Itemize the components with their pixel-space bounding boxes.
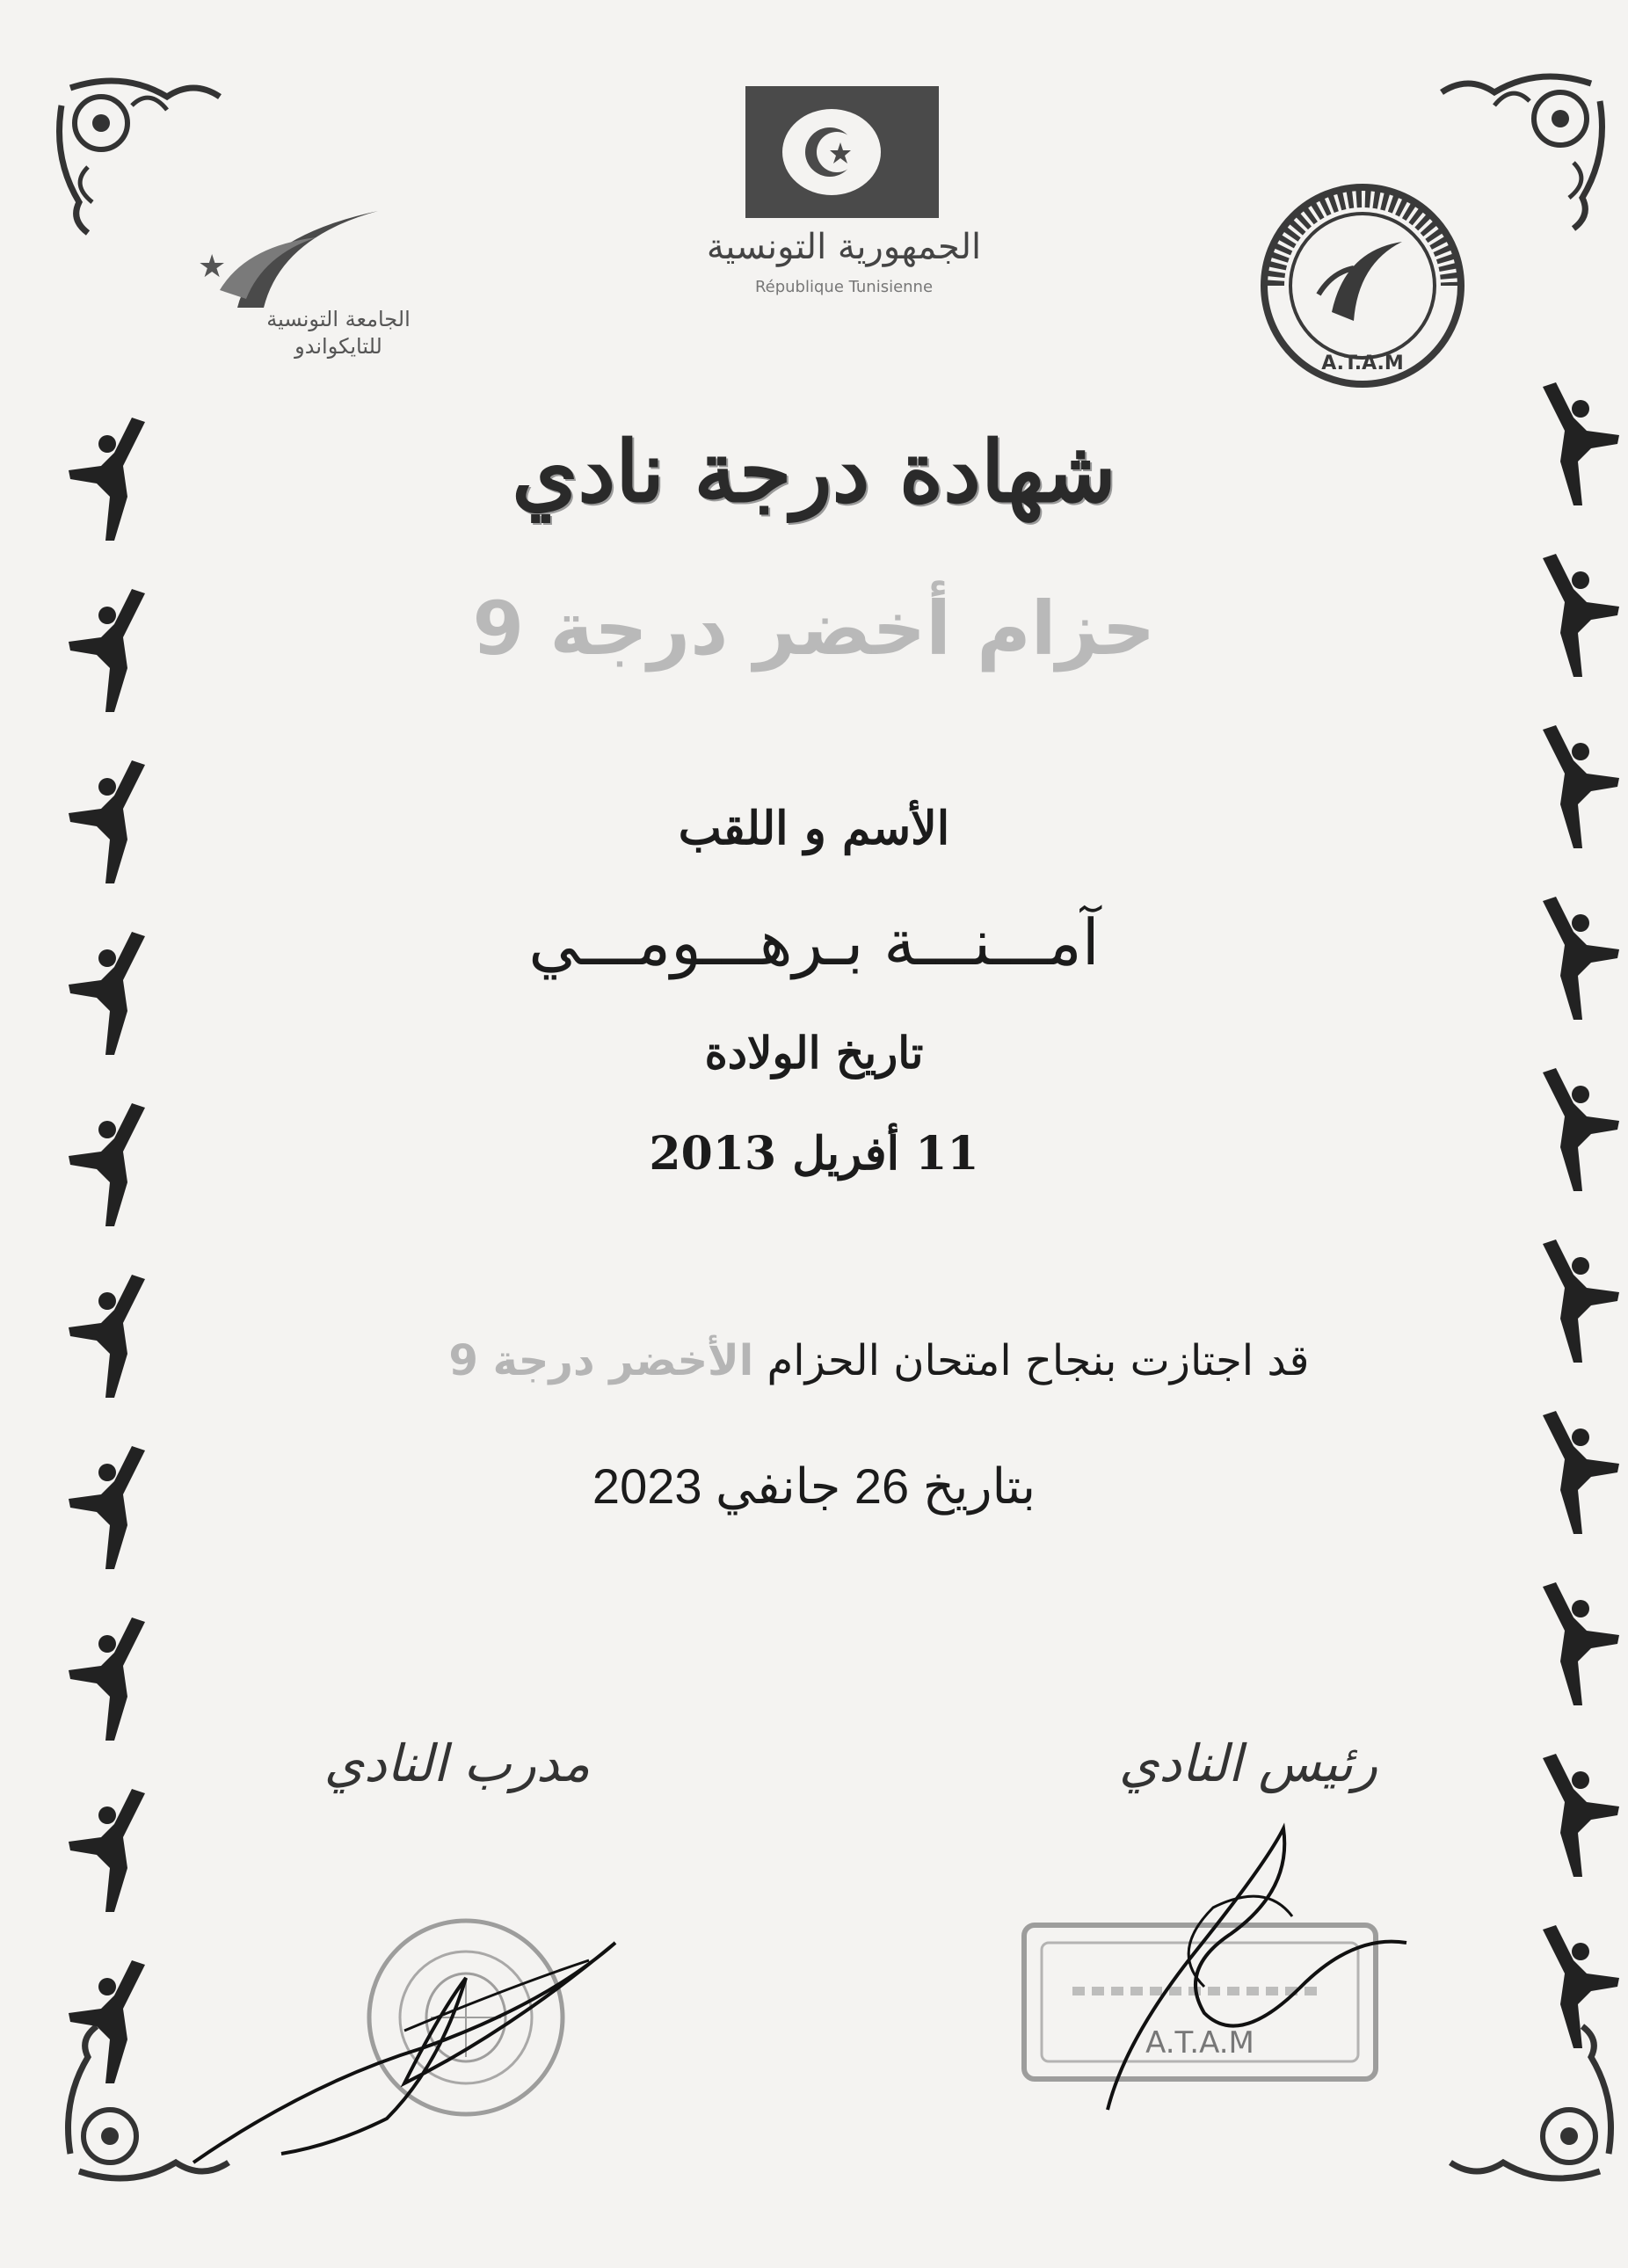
stamp-atam-abbr: A.T.A.M [1145, 2025, 1254, 2061]
crescent-star-icon [800, 121, 867, 183]
tunisia-flag [745, 86, 939, 218]
coach-signature-scribble [176, 1925, 633, 2180]
passed-grade: الأخضر درجة 9 [448, 1336, 754, 1385]
taekwondo-kick-icon [1521, 721, 1626, 853]
taekwondo-kick-icon [62, 1442, 167, 1574]
taekwondo-kick-icon [62, 585, 167, 716]
republic-name-fr: République Tunisienne [754, 278, 934, 296]
federation-logo-icon [185, 202, 387, 316]
right-fighter-border [1521, 378, 1628, 2092]
taekwondo-kick-icon [1521, 1064, 1626, 1196]
taekwondo-kick-icon [62, 1270, 167, 1402]
taekwondo-kick-icon [1521, 549, 1626, 681]
president-signature-scribble [1072, 1811, 1442, 2127]
passed-text: قد اجتازت بنجاح امتحان الحزام [767, 1336, 1310, 1385]
taekwondo-kick-icon [62, 756, 167, 888]
taekwondo-kick-icon [1521, 378, 1626, 510]
svg-text:★: ★ [198, 249, 227, 285]
president-signature-label: رئيس النادي [1118, 1734, 1378, 1793]
taekwondo-kick-icon [1521, 1749, 1626, 1881]
taekwondo-kick-icon [1521, 1235, 1626, 1367]
taekwondo-kick-icon [1521, 1921, 1626, 2053]
dob-value: 11 أفريل 2013 [649, 1127, 979, 1181]
taekwondo-kick-icon [62, 927, 167, 1059]
taekwondo-kick-icon [1521, 1578, 1626, 1710]
left-fighter-border [62, 413, 176, 2127]
name-label: الأسم و اللقب [678, 802, 950, 855]
certificate-title: شهادة درجة نادي [512, 422, 1116, 521]
dob-label: تاريخ الولادة [704, 1027, 924, 1079]
exam-date: بتاريخ 26 جانفي 2023 [592, 1458, 1036, 1514]
taekwondo-kick-icon [62, 413, 167, 545]
coach-signature-label: مدرب النادي [323, 1734, 591, 1793]
republic-name-ar: الجمهورية التونسية [706, 227, 982, 267]
taekwondo-kick-icon [62, 1956, 167, 2088]
atam-abbr: A.T.A.M [1321, 353, 1404, 374]
taekwondo-kick-icon [62, 1785, 167, 1916]
taekwondo-kick-icon [62, 1613, 167, 1745]
taekwondo-kick-icon [1521, 1407, 1626, 1538]
passed-statement [308, 1336, 1450, 1385]
atam-seal-logo [1248, 180, 1477, 391]
holder-name: آمـــنـــة بـرهـــومـــي [528, 905, 1100, 979]
federation-name: الجامعة التونسية للتايكواندو [266, 307, 411, 360]
taekwondo-kick-icon [62, 1099, 167, 1231]
taekwondo-kick-icon [1521, 892, 1626, 1024]
belt-grade: حزام أخضر درجة 9 [472, 585, 1156, 672]
